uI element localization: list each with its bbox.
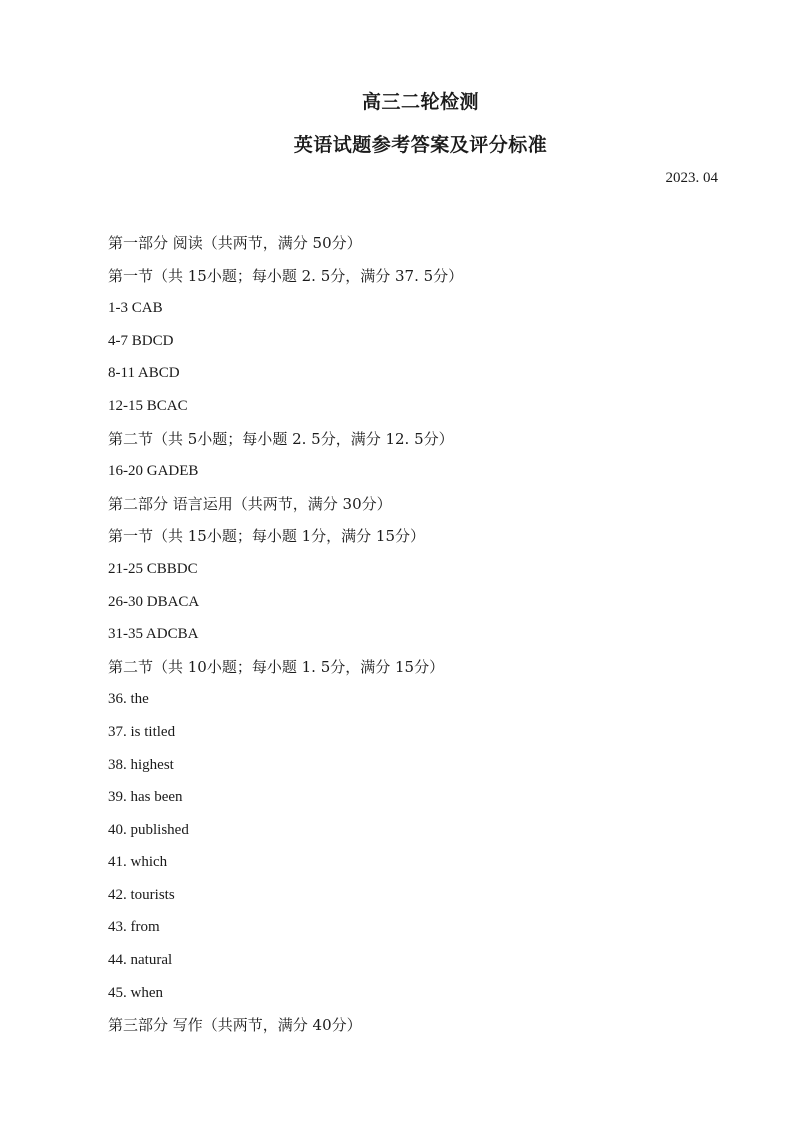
answer-line: 21-25 CBBDC [108, 560, 198, 577]
answer-line: 1-3 CAB [108, 300, 163, 317]
answer-line: 36. the [108, 691, 149, 708]
document-date: 2023. 04 [665, 170, 718, 186]
answer-line: 26-30 DBACA [108, 593, 200, 610]
answer-line: 42. tourists [108, 886, 175, 903]
section-heading: 第一部分 阅读（共两节，满分 50分） [108, 234, 362, 252]
answer-line: 8-11 ABCD [108, 365, 180, 382]
answer-line: 43. from [108, 919, 160, 936]
answer-line: 38. highest [108, 756, 174, 773]
answer-line: 31-35 ADCBA [108, 626, 199, 643]
section-heading: 第二节（共 5小题；每小题 2. 5分，满分 12. 5分） [108, 429, 454, 448]
answer-line: 37. is titled [108, 723, 176, 740]
section-heading: 第一节（共 15小题；每小题 1分，满分 15分） [108, 527, 426, 546]
document-subtitle: 英语试题参考答案及评分标准 [293, 134, 548, 156]
answer-line: 16-20 GADEB [108, 463, 199, 480]
section-heading: 第一节（共 15小题；每小题 2. 5分，满分 37. 5分） [108, 266, 464, 285]
answer-line: 40. published [108, 821, 189, 838]
answer-line: 4-7 BDCD [108, 332, 174, 349]
section-heading: 第二部分 语言运用（共两节，满分 30分） [108, 494, 392, 513]
document-title: 高三二轮检测 [361, 91, 479, 113]
answer-line: 44. natural [108, 952, 173, 969]
section-heading: 第二节（共 10小题；每小题 1. 5分，满分 15分） [108, 657, 445, 676]
answer-line: 12-15 BCAC [108, 397, 188, 414]
answer-line: 45. when [108, 984, 163, 1001]
answer-line: 39. has been [108, 789, 183, 806]
answer-line: 41. which [108, 854, 168, 871]
answer-list [108, 232, 728, 1047]
section-heading: 第三部分 写作（共两节，满分 40分） [108, 1016, 362, 1035]
